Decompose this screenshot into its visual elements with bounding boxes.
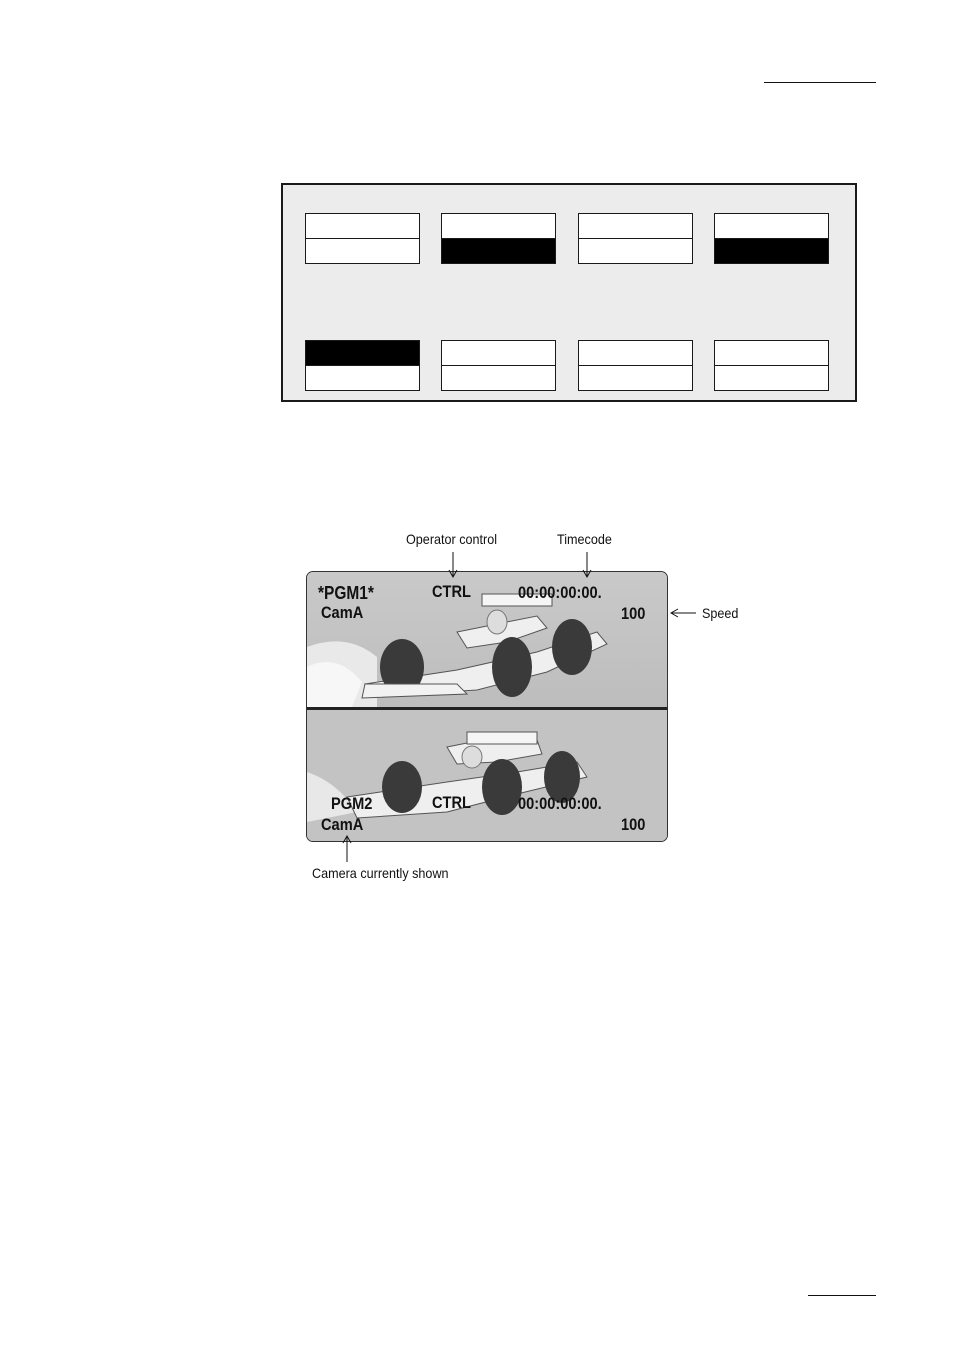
panel-key bbox=[441, 213, 556, 264]
bottom-speed: 100 bbox=[621, 815, 646, 834]
key-bottom-led-lit bbox=[715, 239, 828, 263]
top-speed: 100 bbox=[621, 604, 646, 623]
callout-operator-control: Operator control bbox=[406, 531, 498, 547]
panel-key bbox=[714, 340, 829, 391]
panel-key bbox=[305, 340, 420, 391]
footer-rule bbox=[808, 1295, 876, 1296]
top-timecode: 00:00:00:00. bbox=[518, 583, 602, 602]
key-top-led bbox=[579, 214, 692, 239]
top-camera-label: CamA bbox=[321, 603, 364, 622]
panel-key bbox=[305, 213, 420, 264]
key-bottom-led bbox=[715, 366, 828, 390]
key-top-led bbox=[442, 341, 555, 366]
top-program-label: *PGM1* bbox=[318, 583, 374, 603]
key-top-led bbox=[715, 341, 828, 366]
key-bottom-led bbox=[579, 239, 692, 263]
key-top-led bbox=[579, 341, 692, 366]
key-bottom-led bbox=[442, 366, 555, 390]
callout-camera-shown: Camera currently shown bbox=[312, 865, 449, 881]
top-control-label: CTRL bbox=[432, 582, 471, 601]
bottom-program-label: PGM2 bbox=[331, 794, 373, 813]
callout-speed: Speed bbox=[702, 605, 739, 621]
key-top-led bbox=[715, 214, 828, 239]
key-bottom-led bbox=[306, 239, 419, 263]
split-screen-image bbox=[306, 571, 668, 842]
panel-key bbox=[714, 213, 829, 264]
key-top-led-lit bbox=[306, 341, 419, 366]
key-bottom-led bbox=[306, 366, 419, 390]
panel-key bbox=[578, 213, 693, 264]
panel-key bbox=[441, 340, 556, 391]
key-top-led bbox=[306, 214, 419, 239]
header-rule bbox=[764, 82, 876, 83]
callout-timecode: Timecode bbox=[557, 531, 612, 547]
key-bottom-led-lit bbox=[442, 239, 555, 263]
key-top-led bbox=[442, 214, 555, 239]
bottom-control-label: CTRL bbox=[432, 793, 471, 812]
control-panel-diagram bbox=[281, 183, 857, 402]
bottom-camera-label: CamA bbox=[321, 815, 364, 834]
key-bottom-led bbox=[579, 366, 692, 390]
panel-key bbox=[578, 340, 693, 391]
bottom-timecode: 00:00:00:00. bbox=[518, 794, 602, 813]
